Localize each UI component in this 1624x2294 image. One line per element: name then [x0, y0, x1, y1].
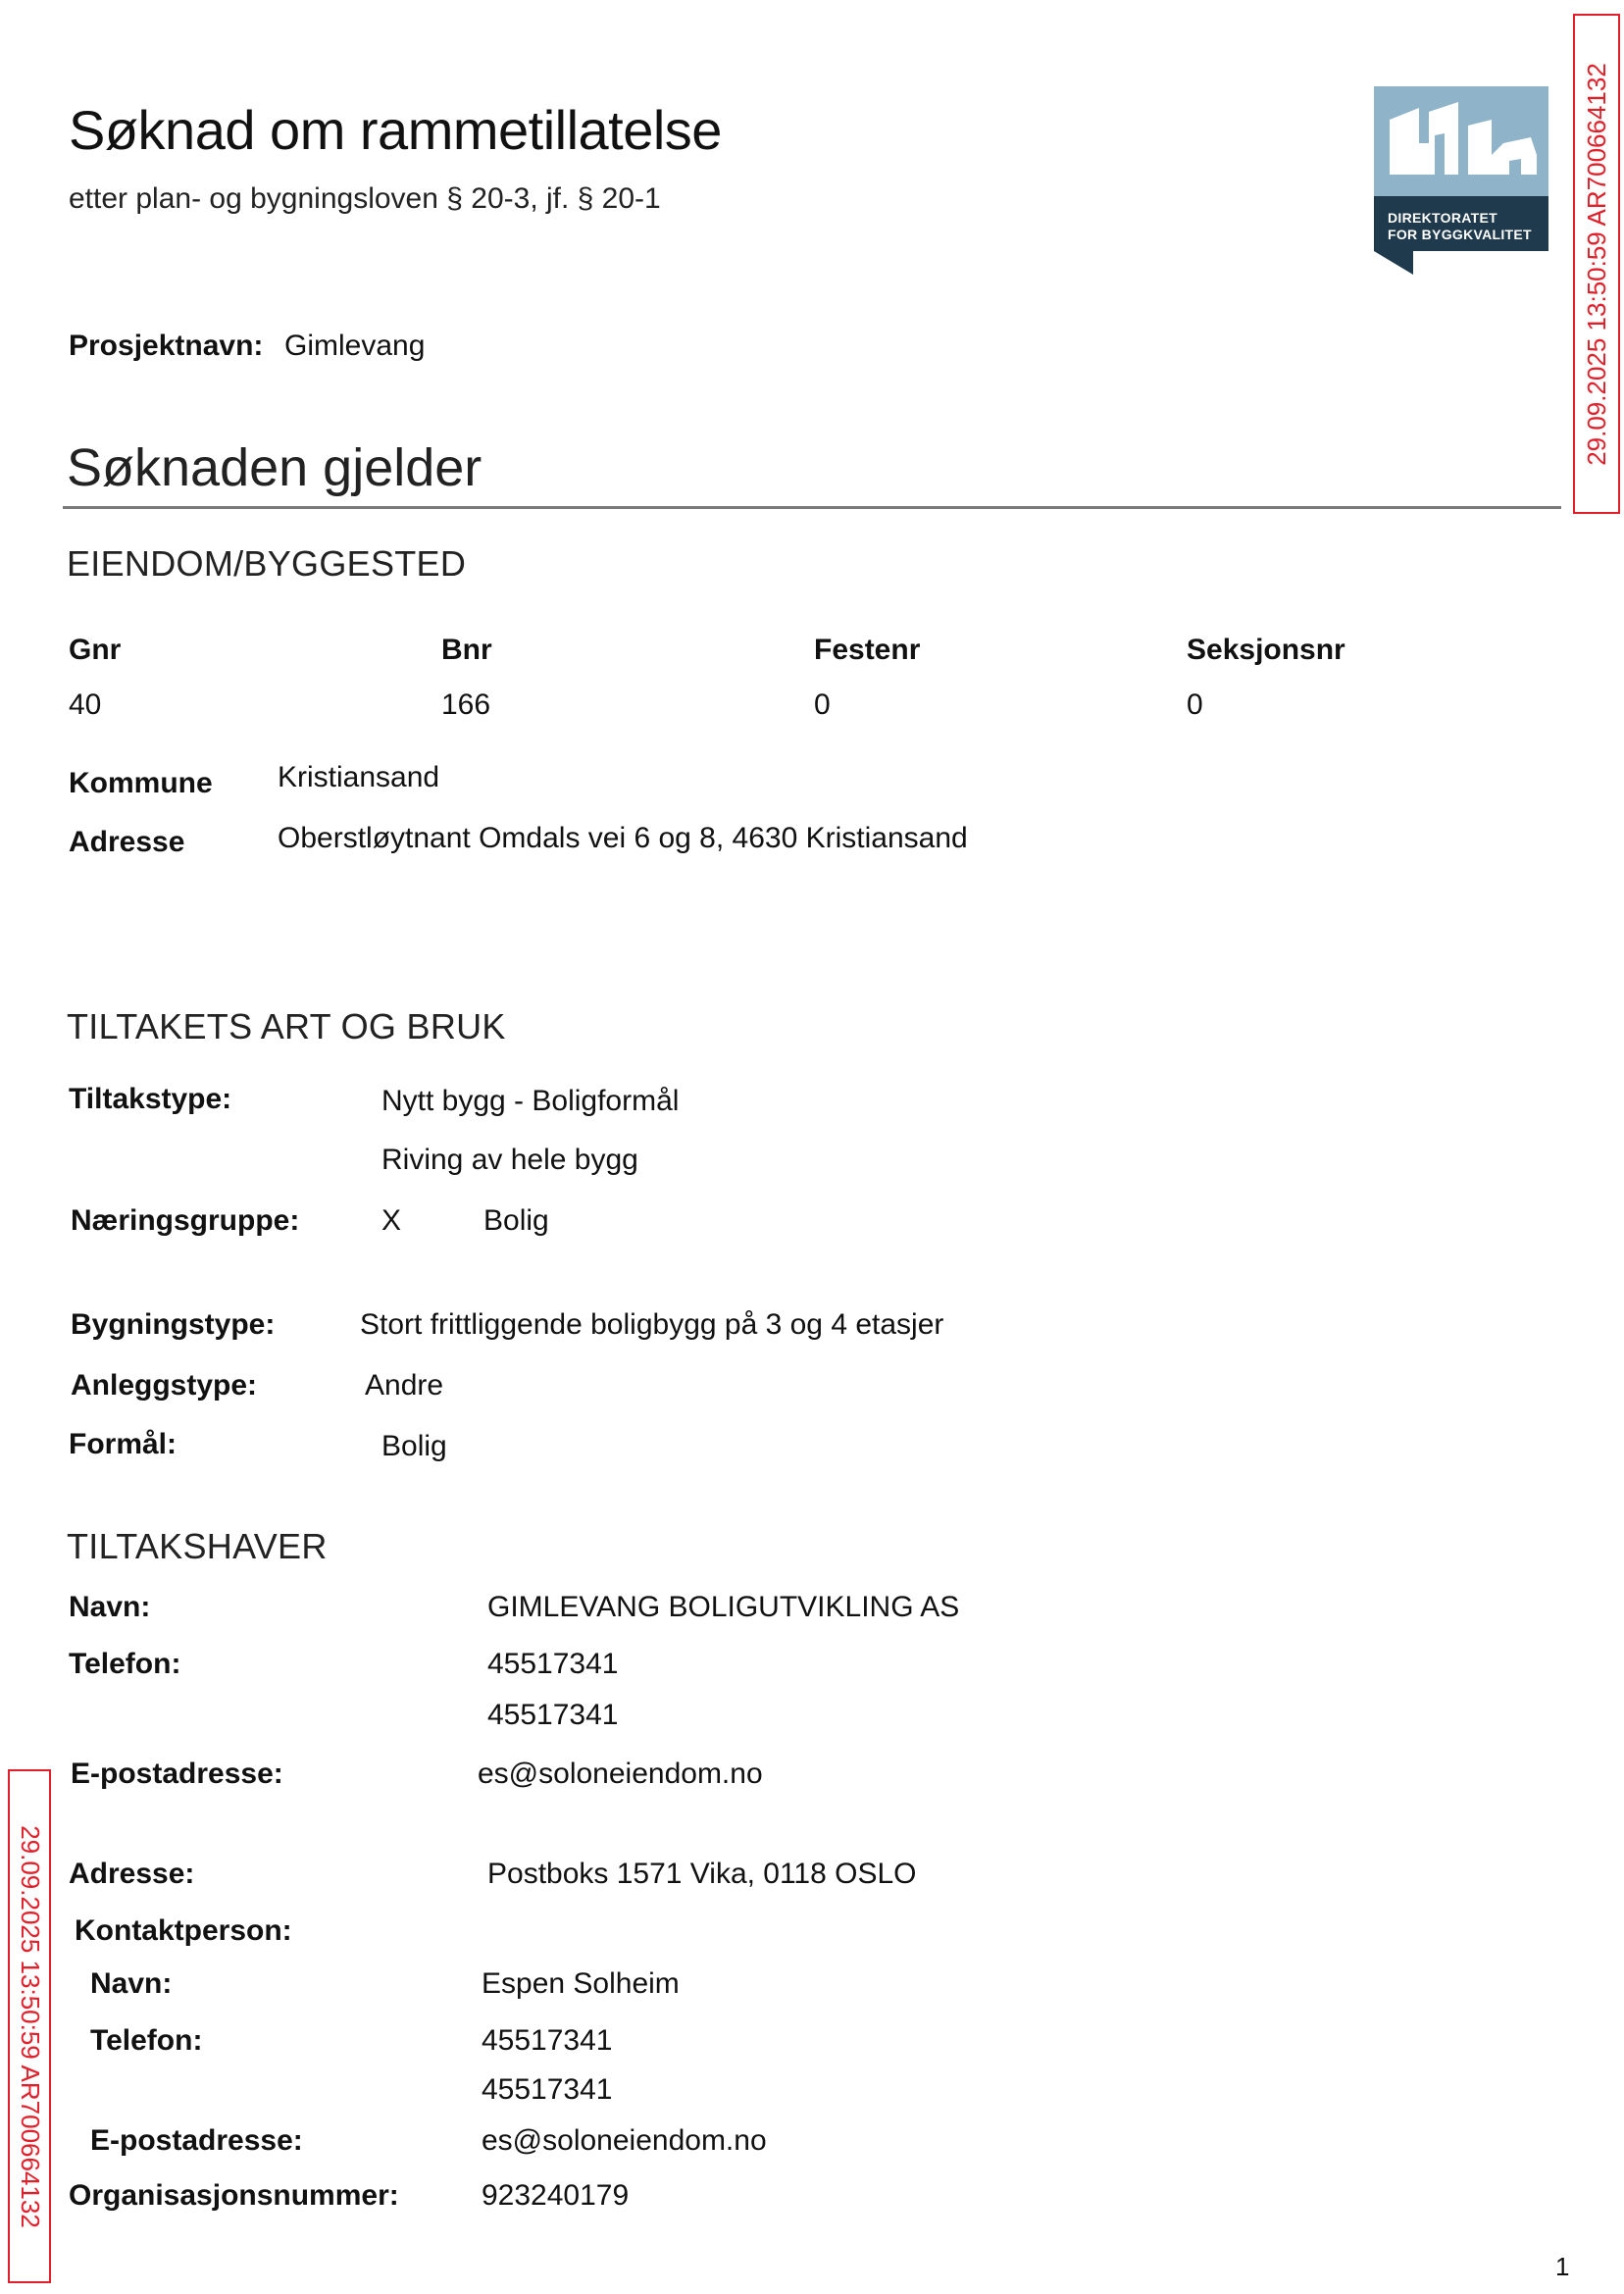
th-navn-value: GIMLEVANG BOLIGUTVIKLING AS	[487, 1591, 960, 1623]
kp-navn-value: Espen Solheim	[482, 1967, 680, 2000]
anleggstype-value: Andre	[365, 1369, 444, 1402]
org-label: Organisasjonsnummer:	[69, 2179, 399, 2212]
kp-telefon-value-2: 45517341	[482, 2073, 613, 2106]
section-divider	[63, 506, 1561, 509]
kontaktperson-label: Kontaktperson:	[75, 1914, 292, 1947]
kp-telefon-label: Telefon:	[90, 2024, 203, 2057]
kp-epost-label: E-postadresse:	[90, 2124, 303, 2157]
seksjonsnr-value: 0	[1187, 688, 1203, 721]
stamp-text: 29.09.2025 13:50:59 AR700664132	[15, 1824, 45, 2228]
formal-label: Formål:	[69, 1428, 178, 1460]
adresse-label: Adresse	[69, 826, 185, 858]
document-subtitle: etter plan- og bygningsloven § 20-3, jf. § 20-1	[69, 182, 661, 215]
tiltak-heading: TILTAKETS ART OG BRUK	[67, 1006, 506, 1046]
document-title: Søknad om rammetillatelse	[69, 99, 722, 161]
th-epost-label: E-postadresse:	[71, 1758, 283, 1790]
col-bnr-label: Bnr	[441, 634, 492, 666]
stamp-text: 29.09.2025 13:50:59 AR700664132	[1581, 62, 1611, 466]
naeringsgruppe-value: Bolig	[483, 1204, 549, 1237]
kp-epost-value: es@soloneiendom.no	[482, 2124, 767, 2157]
naeringsgruppe-label: Næringsgruppe:	[71, 1204, 300, 1237]
kommune-label: Kommune	[69, 767, 213, 799]
th-epost-value: es@soloneiendom.no	[478, 1758, 763, 1790]
logo-line2: FOR BYGGKVALITET	[1388, 227, 1532, 242]
timestamp-stamp-top	[1573, 14, 1620, 514]
bnr-value: 166	[441, 688, 491, 721]
th-telefon-label: Telefon:	[69, 1648, 181, 1680]
col-festenr-label: Festenr	[814, 634, 921, 666]
th-adresse-label: Adresse:	[69, 1858, 195, 1890]
naeringsgruppe-code: X	[381, 1204, 402, 1237]
bygningstype-label: Bygningstype:	[71, 1308, 276, 1341]
th-telefon-value-2: 45517341	[487, 1699, 619, 1731]
project-label: Prosjektnavn:	[69, 330, 264, 362]
adresse-value: Oberstløytnant Omdals vei 6 og 8, 4630 Kristiansand	[278, 822, 968, 854]
th-telefon-value-1: 45517341	[487, 1648, 619, 1680]
th-adresse-value: Postboks 1571 Vika, 0118 OSLO	[487, 1858, 917, 1890]
org-value: 923240179	[482, 2179, 630, 2212]
dibk-logo-graphic	[1374, 86, 1548, 275]
tiltakstype-value-2: Riving av hele bygg	[381, 1144, 638, 1176]
project-value: Gimlevang	[284, 330, 426, 362]
tiltakstype-value-1: Nytt bygg - Boligformål	[381, 1085, 680, 1117]
bygningstype-value: Stort frittliggende boligbygg på 3 og 4 etasjer	[360, 1308, 944, 1341]
property-heading: EIENDOM/BYGGESTED	[67, 543, 467, 584]
kp-telefon-value-1: 45517341	[482, 2024, 613, 2057]
col-gnr-label: Gnr	[69, 634, 122, 666]
formal-value: Bolig	[381, 1430, 447, 1462]
timestamp-stamp-bottom	[8, 1769, 51, 2283]
th-navn-label: Navn:	[69, 1591, 151, 1623]
anleggstype-label: Anleggstype:	[71, 1369, 258, 1402]
gnr-value: 40	[69, 688, 102, 721]
page-number: 1	[1555, 2252, 1570, 2281]
section-heading: Søknaden gjelder	[67, 438, 482, 497]
dibk-logo	[1374, 86, 1548, 275]
col-seksjonsnr-label: Seksjonsnr	[1187, 634, 1345, 666]
tiltakshaver-heading: TILTAKSHAVER	[67, 1526, 328, 1566]
tiltakstype-label: Tiltakstype:	[69, 1083, 232, 1115]
kp-navn-label: Navn:	[90, 1967, 173, 2000]
festenr-value: 0	[814, 688, 831, 721]
logo-line1: DIREKTORATET	[1388, 210, 1497, 226]
kommune-value: Kristiansand	[278, 761, 440, 793]
